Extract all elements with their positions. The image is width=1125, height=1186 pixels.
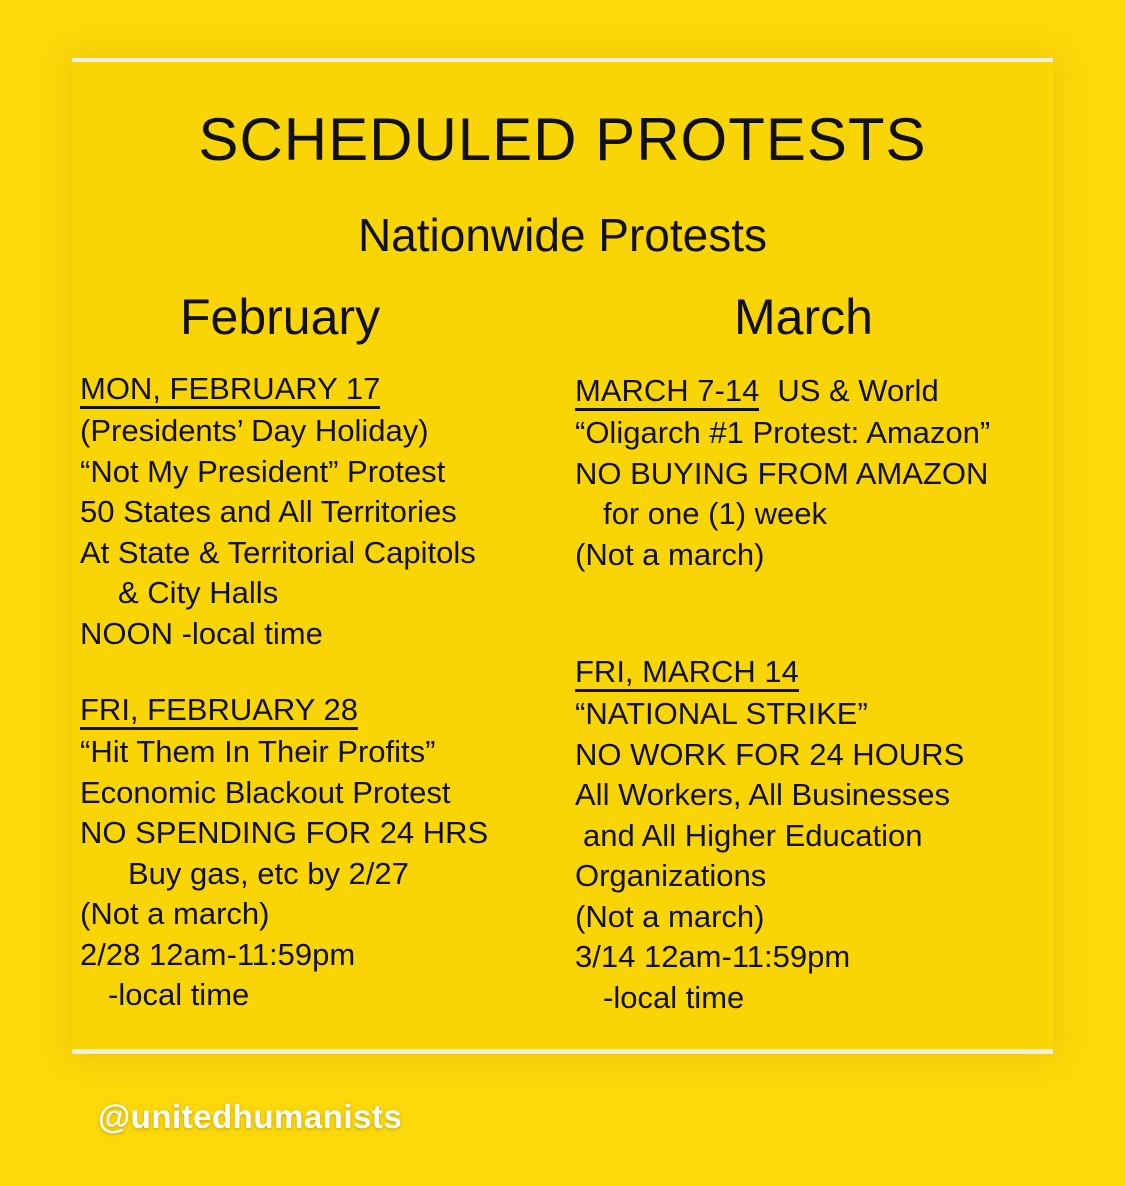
event-line: 3/14 12am-11:59pm [575, 939, 851, 974]
event-line: (Not a march) [80, 896, 270, 931]
event-line: “Oligarch #1 Protest: Amazon” [575, 415, 991, 450]
event-feb-28 [80, 690, 488, 1016]
event-line: “Hit Them In Their Profits” [80, 734, 436, 769]
event-line: for one (1) week [603, 496, 827, 531]
event-line: All Workers, All Businesses [575, 777, 950, 812]
event-scope-label: US & World [777, 373, 939, 408]
event-date-heading: MARCH 7-14 [575, 374, 759, 411]
poster-subtitle: Nationwide Protests [357, 209, 768, 261]
watermark-handle: @unitedhumanists [98, 1098, 403, 1135]
event-line: “NATIONAL STRIKE” [575, 696, 868, 731]
event-line: At State & Territorial Capitols [80, 534, 476, 570]
event-line: (Presidents’ Day Holiday) [80, 413, 429, 448]
event-mar-7-14 [575, 371, 990, 575]
event-line: 50 States and All Territories [80, 494, 457, 529]
event-date-heading: MON, FEBRUARY 17 [80, 372, 380, 409]
month-heading-february: February [180, 289, 381, 345]
event-feb-17 [80, 369, 476, 654]
event-line: NOON -local time [80, 615, 323, 651]
event-line: NO WORK FOR 24 HOURS [575, 736, 965, 772]
event-line: “Not My President” Protest [80, 453, 446, 489]
event-line: (Not a march) [575, 898, 765, 934]
event-line: (Not a march) [575, 536, 765, 572]
event-line: and All Higher Education [583, 817, 923, 853]
event-line: -local time [603, 979, 745, 1015]
event-date-heading: FRI, FEBRUARY 28 [80, 693, 358, 730]
event-line: NO BUYING FROM AMAZON [575, 455, 989, 491]
event-date-heading: FRI, MARCH 14 [575, 655, 799, 692]
event-line: NO SPENDING FOR 24 HRS [80, 815, 489, 850]
event-line: & City Halls [118, 575, 279, 610]
poster-title: SCHEDULED PROTESTS [198, 106, 927, 173]
event-line: Economic Blackout Protest [80, 774, 451, 810]
event-line: 2/28 12am-11:59pm [80, 936, 356, 972]
event-line: Organizations [575, 858, 767, 893]
event-line: Buy gas, etc by 2/27 [128, 855, 409, 891]
event-line: -local time [108, 977, 250, 1012]
event-mar-14 [575, 652, 964, 1018]
protest-poster [72, 58, 1053, 1054]
month-heading-march: March [734, 289, 873, 345]
